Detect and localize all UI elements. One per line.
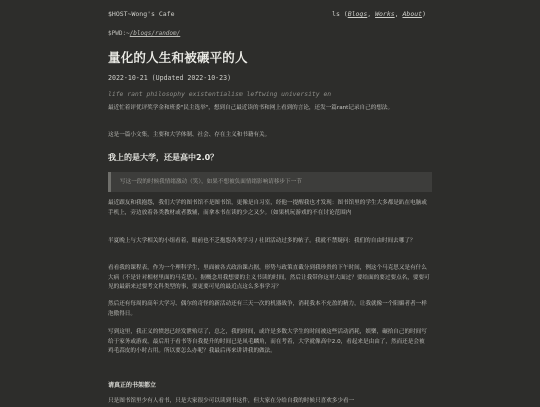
nav-link-works[interactable]: Works xyxy=(375,10,395,18)
main-nav: ls (Blogs, Works, About) xyxy=(332,10,426,18)
body-paragraph-3: 看看我的课程表，作为一个理科学生，里面被各式政治课占据，形势与政策直截分到我珍贵的下午时间，例这个马克思又是有什么大病（不是针对相材里面的马克思）。据概念用我想要的主义书读的时间，然后让我带你这里大面过？要给面的要过要点名，要要可见的最新来过要考文科类型的事，要更要可见的最近点这么多事学习？ xyxy=(108,265,430,291)
body-paragraph-5: 写到这里，我正义的愤怒已经发泄殆尽了，总之，我的时间，或许是多数大学生的时间被这些活动消耗，娱樂，碾拾自己的时间写给于家务或游戏，最后用于看书等自我提升的时间已是凤毛麟角，而在考着，大学就像高中2.0，看起来是由由了，然而还是会被鸡毛蒜皮的小时占用。所以要怎么办呢？我最后再来讲讲我的做法。 xyxy=(108,329,427,355)
body-paragraph-6: 只是图书馆里少有人看书，只是大家很少可以读到书这件，但大家在分给自我的时候只喜欢多少看一 xyxy=(108,398,355,404)
body-paragraph-4: 然后还有每周的高年大学习、偶尔的奇怪的新活动还有三天一次的机器战争，消耗我本不充盈的精力，让我就像一个阳媚者者一样泡傲得日。 xyxy=(108,301,427,317)
breadcrumb-link[interactable]: /blogs/random/ xyxy=(129,30,181,37)
warning-quote-text: 写这一段的时候我情绪激动（笑），如果不想被负面情绪影响请移步下一节 xyxy=(120,179,302,185)
nav-suffix: ) xyxy=(422,10,426,18)
warning-quote xyxy=(108,172,432,192)
intro-paragraph-1: 最近忙着评优评奖学金和班委"民主选举"，想到自己最近读的书和网上看到的言论，还发一篇rant记录自己的想法。 xyxy=(108,105,394,111)
post-date: 2022-10-21 (Updated 2022-10-23) xyxy=(108,74,232,82)
body-paragraph-2: 半夏晚上与大学相关的小组看着，眼前也不乏抱怨各类学习 / 社团活动过多的帖子。我就不禁疑问：我们的自由时间去哪了？ xyxy=(108,238,416,244)
intro-paragraph-2: 这是一篇小文集，主要和大学体制、社会、存在主义和书籍有关。 xyxy=(108,132,271,138)
nav-prefix: ls ( xyxy=(332,10,348,18)
site-title[interactable]: $HOST~Wong's Cafe xyxy=(108,10,175,18)
breadcrumb xyxy=(108,30,180,37)
section-heading-2: 请真正的书架都立 xyxy=(108,382,157,389)
breadcrumb-prefix: $PWD:~ xyxy=(108,30,130,37)
post-tags: life rant philosophy existentialism leftwing university en xyxy=(108,90,332,98)
nav-link-about[interactable]: About xyxy=(402,10,423,18)
top-bar xyxy=(108,10,426,22)
post-title: 量化的人生和被碾平的人 xyxy=(108,50,248,65)
body-paragraph-1: 最近跟友和我抱怨，我们大学的图书馆不是图书馆，更像是自习室，经他一提醒我也才发现：图书馆里的学生大多都是趴在电脑或手机上，旁边放着各类教材或者教辅，而拿本书在读的少之又少。（如果机玩游戏的不在讨论范围内 xyxy=(108,200,427,216)
nav-link-blogs[interactable]: Blogs xyxy=(347,10,368,18)
section-heading-1: 我上的是大学，还是高中2.0？ xyxy=(108,153,219,162)
